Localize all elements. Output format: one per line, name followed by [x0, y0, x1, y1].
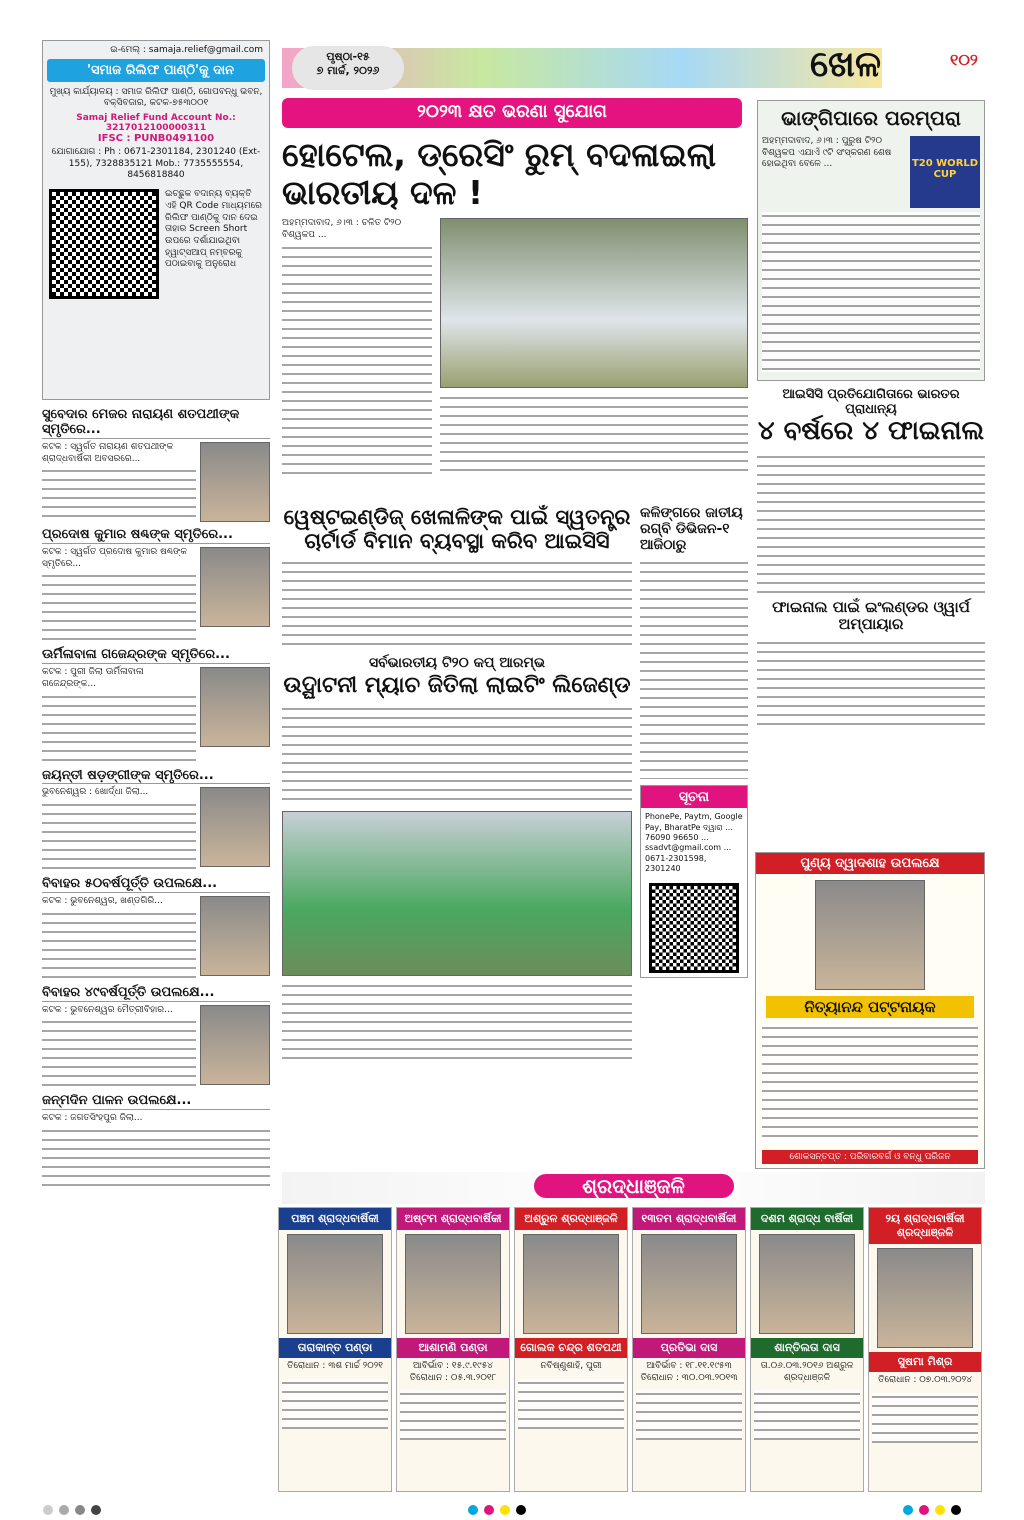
tradition-lead: ଅହମ୍ମଦାବାଦ, ୬।୩ : ପୁରୁଷ ଟି୨୦ ବିଶ୍ୱକପ ଏଯାଏଁ ୯ଟି ସଂସ୍କରଣ ଶେଷ ହୋଇଥିବା ବେଳେ ... [762, 136, 892, 170]
portrait-photo [200, 1005, 270, 1085]
tribute-info: ଆବିର୍ଭାବ : ୧୫.୯.୧୯୫୪ ତିରୋଧାନ : ୦୫.୩.୨୦୧୮ [409, 1361, 497, 1383]
qr-code [49, 189, 159, 299]
left-news-item [42, 528, 270, 642]
tribute-info: ତିରୋଧାନ : ୦୭.୦୩.୨୦୨୪ [878, 1375, 972, 1385]
relief-fund-ad [42, 40, 270, 400]
relief-account: Samaj Relief Fund Account No.: 3217012100000311 [76, 113, 236, 134]
team-photo [440, 218, 748, 388]
tribute-card-head: ୧୩ତମ ଶ୍ରାଦ୍ଧବାର୍ଷିକୀ [633, 1208, 745, 1230]
tribute-photo [523, 1234, 619, 1334]
tribute-photo [759, 1234, 855, 1334]
notice-title: ସୂଚନା [641, 786, 747, 808]
tribute-body [872, 1393, 978, 1443]
story3-body [640, 559, 748, 779]
color-registration-marks-center [465, 1500, 529, 1519]
left-news-body [42, 1018, 196, 1088]
story-opening-match: ଉଦ୍ଘାଟନୀ ମ୍ୟାଚ ଜିତିଲା ଲାଇଟିଂ ଲିଜେଣ୍ଡ [283, 673, 631, 699]
tradition-headline: ଭାଙ୍ଗିପାରେ ପରମ୍ପରା [781, 106, 961, 130]
story4-body [282, 705, 632, 805]
tribute-name: ତାରାକାନ୍ତ ପଣ୍ଡା [279, 1338, 391, 1358]
tribute-title: ଶ୍ରଦ୍ଧାଞ୍ଜଳି [534, 1174, 734, 1198]
notice-text: PhonePe, Paytm, Google Pay, BharatPe ଦ୍ୱାରା ... 76090 96650 ... ssadvt@gmail.com ... 0671-2301598, 2301240 [645, 812, 743, 874]
relief-office: ମୁଖ୍ୟ କାର୍ଯ୍ୟାଳୟ : ସମାଜ ରିଲିଫ ପାଣ୍ଠି, ଗୋପବନ୍ଧୁ ଭବନ, ବକ୍ସିବଜାର, କଟକ-୭୫୩୦୦୧ [49, 86, 263, 109]
main-body-2 [440, 394, 748, 474]
tribute-info: ନବିଷ୍ଣୁଶାହି, ପୁରୀ [540, 1361, 602, 1371]
tribute-body [400, 1390, 506, 1440]
left-news-body [42, 572, 196, 642]
anniversary-badge: ୧୦୨ [950, 50, 978, 69]
left-news-lead: କଟକ : ଭୁବନେଶ୍ୱର, ଖଣ୍ଡଗିରି... [42, 896, 163, 907]
tribute-card [632, 1207, 746, 1492]
obituary-name: ନିତ୍ୟାନନ୍ଦ ପଟ୍ଟନାୟକ [766, 996, 974, 1018]
left-news-body [42, 467, 196, 517]
tribute-card [278, 1207, 392, 1492]
left-column-news [42, 408, 270, 1193]
tribute-info: ଆବିର୍ଭାବ : ୧୮.୧୧.୧୯୫୩ ତିରୋଧାନ : ୩୦.୦୩.୨୦୧୩ [640, 1361, 738, 1383]
story-tradition [757, 100, 985, 381]
tribute-photo [877, 1248, 973, 1348]
notice-qr-code [649, 883, 739, 973]
story-four-finals: ୪ ବର୍ଷରେ ୪ ଫାଇନାଲ [757, 416, 985, 446]
relief-phone: ଯୋଗାଯୋଗ : Ph : 0671-2301184, 2301240 (Ext-155), 7328835121 Mob.: 7735555554, 8456818840 [51, 147, 261, 181]
tribute-card [514, 1207, 628, 1492]
portrait-photo [200, 787, 270, 867]
obituary-body [762, 1024, 978, 1144]
color-registration-marks [40, 1500, 104, 1519]
tribute-card [750, 1207, 864, 1492]
tradition-body [762, 212, 980, 372]
left-news-title: ବିବାହର ୪୯ବର୍ଷପୂର୍ତ୍ତି ଉପଲକ୍ଷେ... [42, 986, 270, 1002]
left-news-body [42, 910, 196, 980]
four-finals-body [757, 453, 985, 593]
portrait-photo [200, 442, 270, 522]
relief-email: ଇ-ମେଲ୍ : samaja.relief@gmail.com [110, 45, 263, 55]
obituary-title: ପୁଣ୍ୟ ଦ୍ୱାଦଶାହ ଉପଲକ୍ଷେ [756, 853, 984, 874]
portrait-photo [200, 547, 270, 627]
left-news-lead: କଟକ : ସ୍ୱର୍ଗତ ନାରାୟଣ ଶତପଥୀଙ୍କ ଶ୍ରାଦ୍ଧବାର୍ଷିକୀ ଅବସରରେ... [42, 441, 174, 464]
left-news-item [42, 648, 270, 762]
left-news-title: ବିବାହର ୫୦ବର୍ଷପୂର୍ତ୍ତି ଉପଲକ୍ଷେ... [42, 877, 270, 893]
left-news-lead: କଟକ : ସ୍ୱର୍ଗତ ପ୍ରଦୋଷ କୁମାର ଷଣ୍ଢଙ୍କ ସ୍ମୃତିରେ... [42, 546, 188, 569]
relief-qr-text: ଇଚ୍ଛୁକ ବଦାନ୍ୟ ବ୍ୟକ୍ତି ଏହି QR Code ମାଧ୍ୟମରେ ରିଲିଫ ପାଣ୍ଠିକୁ ଦାନ ଦେଇ ତାହାର Screen Short ଉପରେ ଦର୍ଶାଯାଇଥିବା ହ୍ୱାଟ୍ସଆପ୍ ନମ୍ବରକୁ ପଠାଇବାକୁ ଅନୁରୋଧ [165, 189, 262, 270]
left-news-item [42, 769, 270, 872]
tribute-body [754, 1390, 860, 1440]
tribute-card-head: ଅଷ୍ଟମ ଶ୍ରାଦ୍ଧବାର୍ଷିକୀ [397, 1208, 509, 1230]
kicker-band: ୨୦୨୩ କ୍ଷତ ଭରଣା ସୁଯୋଗ [282, 98, 742, 128]
left-news-item [42, 408, 270, 522]
match-photo [282, 811, 632, 976]
left-news-item [42, 1094, 270, 1187]
tribute-photo [287, 1234, 383, 1334]
story4-body-2 [282, 982, 632, 1062]
main-lead: ଅହମ୍ମଦାବାଦ, ୬।୩ : ଚଳିତ ଟି୨୦ ବିଶ୍ୱକପ ... [282, 217, 402, 240]
left-news-lead: କଟକ : ପୁରୀ ଜିଲା ଊର୍ମିଳାବାଳା ଗଜେନ୍ଦ୍ରଙ୍କ... [42, 667, 144, 689]
lead-story [282, 136, 748, 474]
story-rugby: କଳିଙ୍ଗରେ ଜାତୀୟ ରଗ୍‌ବି ଡିଭିଜନ-୧ ଆଜିଠାରୁ [640, 505, 743, 554]
tribute-name: ଆଶାମଣି ପଣ୍ଡା [397, 1338, 509, 1358]
story2-body [282, 559, 632, 649]
main-headline: ହୋଟେଲ, ଡ୍ରେସିଂ ରୁମ୍ ବଦଳାଇଲା ଭାରତୀୟ ଦଳ ! [282, 135, 717, 212]
tribute-body [282, 1379, 388, 1429]
left-news-item [42, 986, 270, 1089]
tribute-card [868, 1207, 982, 1492]
tribute-banner [282, 1172, 985, 1204]
section-title: ଖେଳ [810, 44, 881, 85]
left-news-title: ଊର୍ମିଳାବାଳା ଗଜେନ୍ଦ୍ରଙ୍କ ସ୍ମୃତିରେ... [42, 648, 270, 664]
left-news-title: ଜୟନ୍ତୀ ଷଡ଼ଙ୍ଗୀଙ୍କ ସ୍ମୃତିରେ... [42, 769, 270, 785]
tribute-name: ଗୋଲକ ଚନ୍ଦ୍ର ଶତପଥୀ [515, 1338, 627, 1358]
tribute-card [396, 1207, 510, 1492]
notice-box [640, 785, 748, 977]
left-news-title: ପ୍ରଦୋଷ କୁମାର ଷଣ୍ଢଙ୍କ ସ୍ମୃତିରେ... [42, 528, 270, 544]
tribute-photo [641, 1234, 737, 1334]
relief-title: 'ସମାଜ ରିଲିଫ ପାଣ୍ଠି'କୁ ଦାନ [47, 59, 265, 82]
tribute-body [518, 1379, 624, 1429]
left-news-lead: ଭୁବନେଶ୍ୱର : ଖୋର୍ଦ୍ଧା ଜିଲା... [42, 787, 149, 798]
tribute-name: ପ୍ରତିଭା ଦାସ [633, 1338, 745, 1358]
left-news-lead: କଟକ : ଭୁବନେଶ୍ୱର ମୈତ୍ରୀବିହାର... [42, 1004, 173, 1015]
relief-ifsc: IFSC : PUNB0491100 [97, 133, 215, 145]
left-news-lead: କଟକ : ଜଗତସିଂହପୁର ଜିଲା... [42, 1113, 143, 1124]
story2-kicker: ଆଇସିସି ପ୍ରତିଯୋଗିତାରେ ଭାରତର ପ୍ରାଧାନ୍ୟ [782, 387, 960, 417]
tribute-name: ସୁଷମା ମିଶ୍ର [869, 1352, 981, 1372]
story4-kicker: ସର୍ବଭାରତୀୟ ଟି୨୦ କପ୍ ଆରମ୍ଭ [369, 655, 545, 672]
left-news-title: ଜନ୍ମଦିନ ପାଳନ ଉପଲକ୍ଷେ... [42, 1094, 270, 1110]
tribute-card-head: ୨ୟ ଶ୍ରାଦ୍ଧବାର୍ଷିକୀ ଶ୍ରଦ୍ଧାଞ୍ଜଳି [869, 1208, 981, 1244]
story-chartered-flight: ୱେଷ୍ଟଇଣ୍ଡିଜ୍ ଖେଳାଳିଙ୍କ ପାଇଁ ସ୍ୱତନ୍ତ୍ର ଚାର୍ଟାର୍ଡ ବିମାନ ବ୍ୟବସ୍ଥା କରିବ ଆଇସିସି [283, 505, 631, 554]
portrait-photo [200, 896, 270, 976]
tribute-info: ତିରୋଧାନ : ୩ଶ ମାର୍ଚ୍ଚ ୨୦୨୧ [287, 1361, 383, 1371]
tribute-card-head: ଦଶମ ଶ୍ରାଦ୍ଧ ବାର୍ଷିକୀ [751, 1208, 863, 1230]
left-news-body [42, 693, 196, 763]
t20-logo: T20 WORLD CUP [910, 136, 980, 208]
tribute-info: ତା.୦୬.୦୩.୨୦୧୬ ଅଶ୍ରୁଳ ଶ୍ରଦ୍ଧାଞ୍ଜଳି [760, 1361, 854, 1383]
tribute-card-head: ଅଶ୍ରୁଳ ଶ୍ରଦ୍ଧାଞ୍ଜଳି [515, 1208, 627, 1230]
page-date: ୭ ମାର୍ଚ୍ଚ, ୨୦୨୬ [316, 64, 380, 77]
obituary-footer: ଶୋକସନ୍ତପ୍ତ : ପରିବାରବର୍ଗ ଓ ବନ୍ଧୁ ପରିଜନ [762, 1150, 978, 1164]
left-news-item [42, 877, 270, 980]
lower-main [282, 505, 748, 1062]
left-news-body [42, 801, 196, 871]
tribute-body [636, 1390, 742, 1440]
left-news-title: ସୁବେଦାର ମେଜର ନାରାୟଣ ଶତପଥୀଙ୍କ ସ୍ମୃତିରେ... [42, 408, 270, 439]
page-number: ପୃଷ୍ଠା-୧୫ [326, 50, 370, 63]
obituary-photo [815, 880, 925, 990]
tribute-card-head: ପଞ୍ଚମ ଶ୍ରାଦ୍ଧବାର୍ଷିକୀ [279, 1208, 391, 1230]
umpire-body [757, 639, 985, 729]
portrait-photo [200, 667, 270, 747]
tribute-photo [405, 1234, 501, 1334]
obituary-ad [755, 852, 985, 1169]
right-column [757, 100, 985, 729]
left-news-body [42, 1127, 270, 1187]
tribute-name: ଶାନ୍ତିଲତା ଦାସ [751, 1338, 863, 1358]
main-body [282, 244, 432, 474]
story-umpire: ଫାଇନାଲ ପାଇଁ ଇଂଲଣ୍ଡର ଓ୍ୱାର୍ପ ଅମ୍ପାୟାର [772, 597, 970, 634]
color-registration-marks-right [900, 1500, 964, 1519]
